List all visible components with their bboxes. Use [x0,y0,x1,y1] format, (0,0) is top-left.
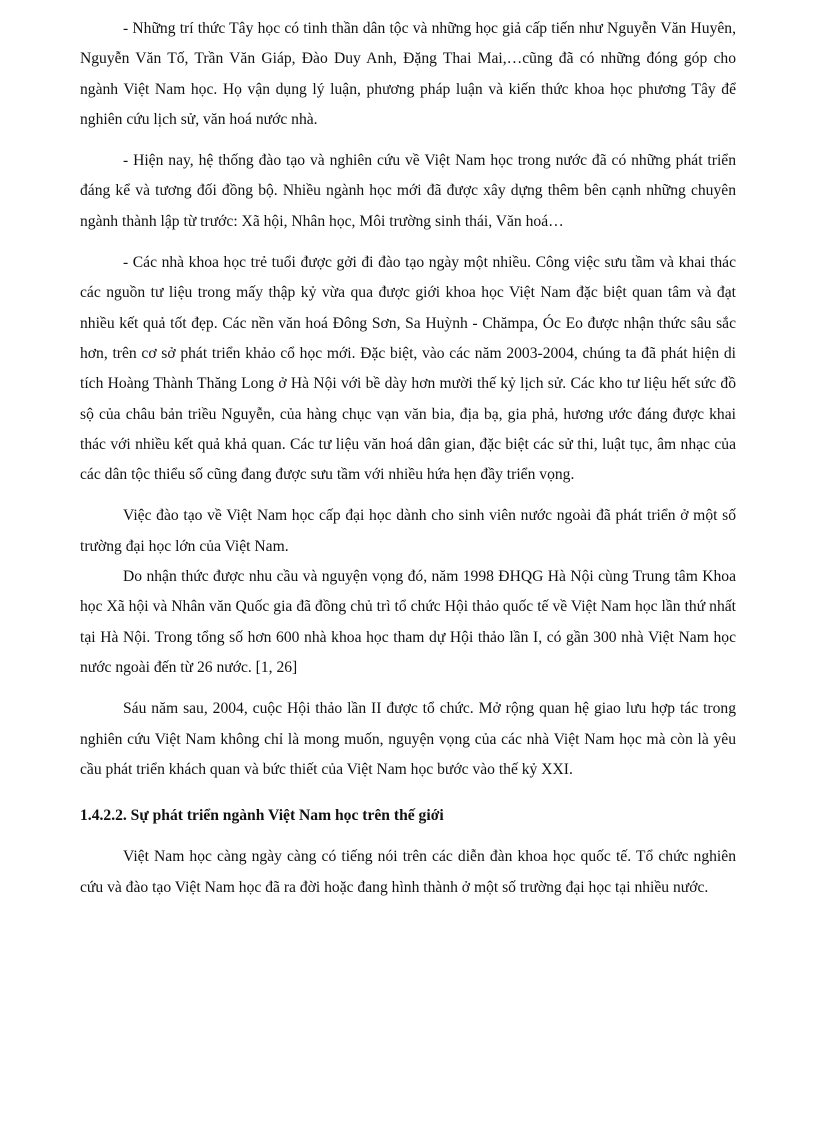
paragraph-scholars: - Những trí thức Tây học có tinh thần dân tộc và những học giả cấp tiến như Nguyễn Văn Huyên, Nguyễn Văn Tố, Trần Văn Giáp, Đào Duy Anh, Đặng Thai Mai,…cũng đã có những đóng góp cho ngành Việt Nam học. Họ vận dụng lý luận, phương pháp luận và kiến thức khoa học phương Tây để nghiên cứu lịch sử, văn hoá nước nhà. [80,20,736,128]
paragraph-young-scientists: - Các nhà khoa học trẻ tuổi được gởi đi đào tạo ngày một nhiều. Công việc sưu tầm và khai thác các nguồn tư liệu trong mấy thập kỷ vừa qua được giới khoa học Việt Nam đặc biệt quan tâm và đạt nhiều kết quả tốt đẹp. Các nền văn hoá Đông Sơn, Sa Huỳnh - Chămpa, Óc Eo được nhận thức sâu sắc hơn, trên cơ sở phát triển khảo cổ học mới. Đặc biệt, vào các năm 2003-2004, chúng ta đã phát hiện di tích Hoàng Thành Thăng Long ở Hà Nội với bề dày hơn mười thế kỷ lịch sử. Các kho tư liệu hết sức đồ sộ của châu bản triều Nguyễn, của hàng chục vạn văn bia, địa bạ, gia phả, hương ước đáng được khai thác với nhiều kết quả khả quan. Các tư liệu văn hoá dân gian, đặc biệt các sử thi, luật tục, âm nhạc của các dân tộc thiểu số cũng đang được sưu tầm với nhiều hứa hẹn đầy triển vọng. [80,254,736,484]
paragraph-conference-one: Do nhận thức được nhu cầu và nguyện vọng đó, năm 1998 ĐHQG Hà Nội cùng Trung tâm Khoa học Xã hội và Nhân văn Quốc gia đã đồng chủ trì tổ chức Hội thảo quốc tế về Việt Nam học lần thứ nhất tại Hà Nội. Trong tổng số hơn 600 nhà khoa học tham dự Hội thảo lần I, có gần 300 nhà Việt Nam học nước ngoài đến từ 26 nước. [1, 26] [80,568,736,676]
paragraph-foreign-students: Việc đào tạo về Việt Nam học cấp đại học dành cho sinh viên nước ngoài đã phát triển ở một số trường đại học lớn của Việt Nam. [80,507,736,555]
section-heading: 1.4.2.2. Sự phát triển ngành Việt Nam học trên thế giới [80,807,444,825]
paragraph-world-development: Việt Nam học càng ngày càng có tiếng nói trên các diễn đàn khoa học quốc tế. Tổ chức nghiên cứu và đào tạo Việt Nam học đã ra đời hoặc đang hình thành ở một số trường đại học tại nhiều nước. [80,848,736,896]
paragraph-training-system: - Hiện nay, hệ thống đào tạo và nghiên cứu về Việt Nam học trong nước đã có những phát triển đáng kể và tương đối đồng bộ. Nhiều ngành học mới đã được xây dựng thêm bên cạnh những chuyên ngành thành lập từ trước: Xã hội, Nhân học, Môi trường sinh thái, Văn hoá… [80,152,736,230]
document-page [80,14,736,903]
paragraph-conference-two: Sáu năm sau, 2004, cuộc Hội thảo lần II được tổ chức. Mở rộng quan hệ giao lưu hợp tác trong nghiên cứu Việt Nam không chỉ là mong muốn, nguyện vọng của các nhà Việt Nam học mà còn là yêu cầu phát triển khách quan và bức thiết của Việt Nam học bước vào thế kỷ XXI. [80,700,736,778]
